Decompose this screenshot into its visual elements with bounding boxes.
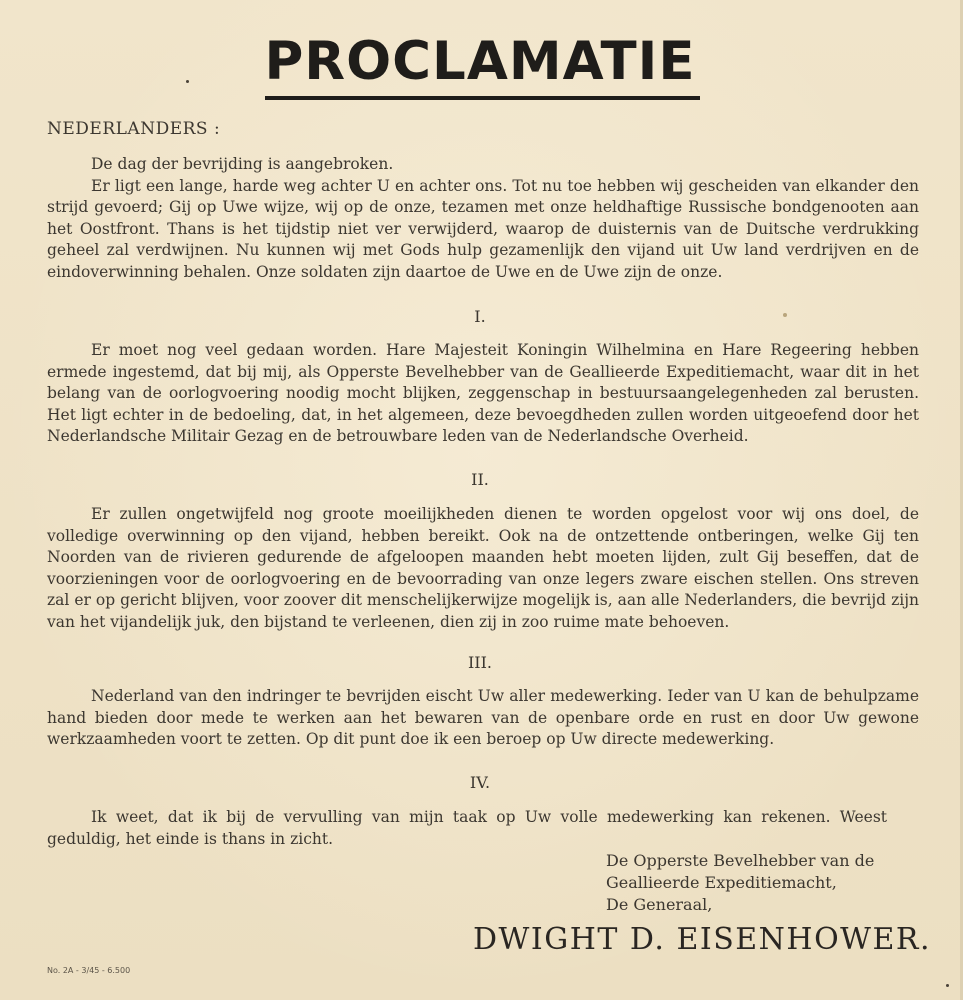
section-4-text: Ik weet, dat ik bij de vervulling van mijn taak op Uw volle medewerking kan rekenen. Weest geduldig, het einde is thans in zicht.: [47, 808, 887, 848]
paper-speck: [946, 984, 949, 987]
print-mark: No. 2A - 3/45 - 6.500: [47, 966, 131, 975]
signature-line-2: Geallieerde Expeditiemacht,: [606, 873, 837, 892]
section-3-text: Nederland van den indringer te bevrijden eischt Uw aller medewerking. Ieder van U kan de behulpzame hand bieden door mede te werken aan het bewaren van de openbare orde en rust en door Uw gewone werkzaamheden voort te zetten. Op dit punt doe ik een beroep op Uw directe medewerking.: [47, 687, 919, 749]
intro-paragraph-1: De dag der bevrijding is aangebroken.: [91, 155, 394, 173]
section-3: [47, 686, 919, 751]
intro-paragraph-2: Er ligt een lange, harde weg achter U en achter ons. Tot nu toe hebben wij gescheiden van elkander den strijd gevoerd; Gij op Uwe wijze, wij op de onze, tezamen met onze heldhaftige Russische bondgenooten aan het Oostfront. Thans is het tijdstip niet ver verwijderd, waarop de duisternis van de Duitsche verdrukking geheel zal verdwijnen. Nu kunnen wij met Gods hulp gezamenlijk den vijand uit Uw land verdrijven en de eindoverwinning behalen. Onze soldaten zijn daartoe de Uwe en de Uwe zijn de onze.: [47, 176, 919, 281]
section-number-1: I.: [474, 307, 486, 326]
section-number-4: IV.: [469, 773, 491, 792]
section-2: [47, 504, 919, 634]
section-1-text: Er moet nog veel gedaan worden. Hare Majesteit Koningin Wilhelmina en Hare Regeering hebben ermede ingestemd, dat bij mij, als Opperste Bevelhebber van de Geallieerde Expeditiemacht, waar dit in het belang van de oorlogvoering noodig mocht blijken, zeggenschap in bestuursaangelegenheden zal berusten. Het ligt echter in de bedoeling, dat, in het algemeen, deze bevoegdheden zullen worden uitgeoefend door het Nederlandsche Militair Gezag en de betrouwbare leden van de Nederlandsche Overheid.: [47, 341, 919, 446]
section-number-3: III.: [467, 653, 493, 672]
section-4: [47, 807, 887, 850]
section-1: [47, 340, 919, 448]
section-2-text: Er zullen ongetwijfeld nog groote moeilijkheden dienen te worden opgelost voor wij ons doel, de volledige overwinning op den vijand, hebben bereikt. Ook na de ontzettende ontberingen, welke Gij ten Noorden van de rivieren gedurende de afgeloopen maanden hebt moeten lijden, zult Gij beseffen, dat de voorzieningen voor de oorlogvoering en de bevoorrading van onze legers zware eischen stellen. Ons streven zal er op gericht blijven, voor zoover dit menschelijkerwijze mogelijk is, aan alle Nederlanders, die bevrijd zijn van het vijandelijk juk, den bijstand te verleenen, dien zij in zoo ruime mate behoeven.: [47, 505, 919, 631]
intro-block: [47, 154, 919, 284]
signature-line-3: De Generaal,: [606, 895, 713, 914]
paper-speck: [783, 313, 787, 317]
title-underline: [265, 96, 700, 100]
paper-speck: [186, 80, 189, 83]
page-title: PROCLAMATIE: [264, 31, 696, 92]
signatory-name: DWIGHT D. EISENHOWER.: [473, 922, 932, 957]
signature-block: [606, 850, 874, 916]
signature-line-1: De Opperste Bevelhebber van de: [606, 851, 875, 870]
salutation: NEDERLANDERS :: [47, 119, 221, 139]
section-number-2: II.: [471, 470, 489, 489]
